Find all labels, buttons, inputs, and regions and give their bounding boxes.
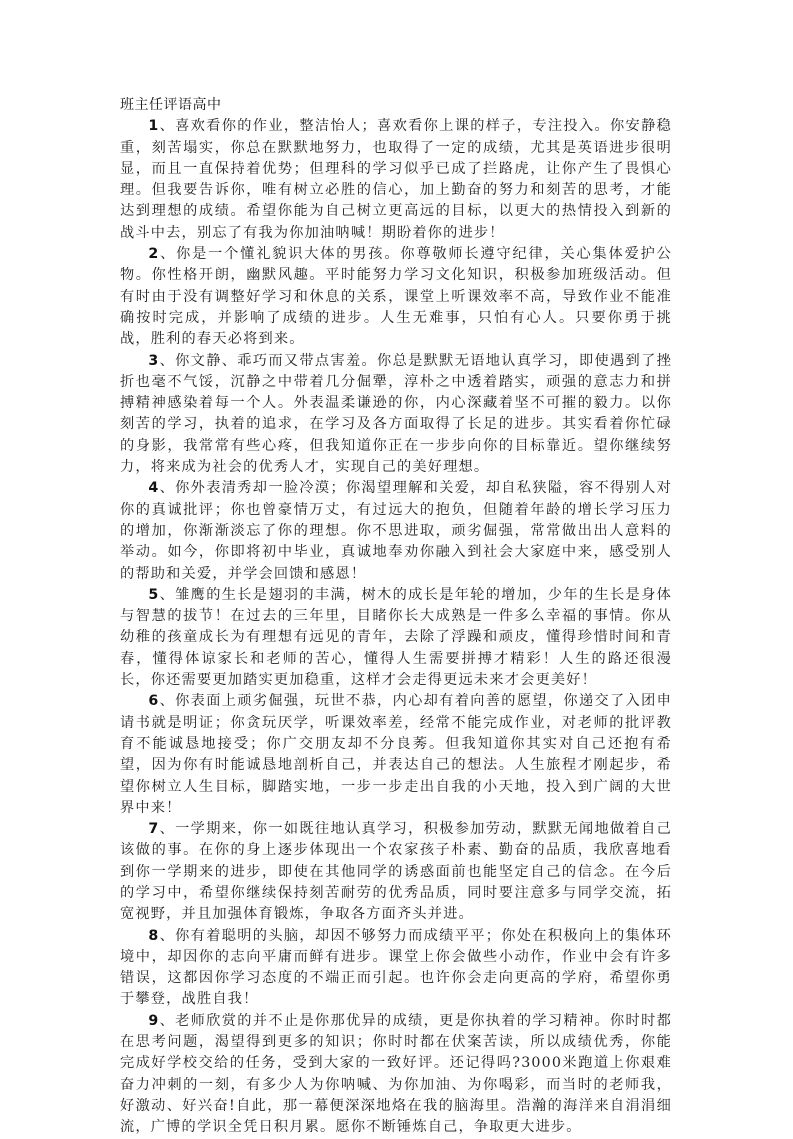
comment-paragraph-9 [120, 1011, 672, 1139]
paragraph-text: 、老师欣赏的并不止是你那优异的成绩，更是你执着的学习精神。你时时都在思考问题，渴望得到更多的知识；你时时都在伏案苦读，所以成绩优秀，你能完成好学校交给的任务，受到大家的一致好评。还记得吗?3000米跑道上你艰难奋力冲刺的一刻，有多少人为你呐喊、为你加油、为你喝彩，而当时的老师我，好激动、好兴奋!自此，那一幕便深深地烙在我的脑海里。浩瀚的海洋来自涓涓细流，广博的学识全凭日积月累。愿你不断锤炼自己，争取更大进步。 [120, 1012, 672, 1136]
paragraph-number: 5 [148, 586, 160, 603]
paragraph-number: 6 [148, 693, 160, 710]
paragraph-text: 、喜欢看你的作业，整洁怡人；喜欢看你上课的样子，专注投入。你安静稳重，刻苦塌实，你总在默默地努力，也取得了一定的成绩，尤其是英语进步很明显，而且一直保持着优势；但理科的学习似乎已成了拦路虎，让你产生了畏惧心理。但我要告诉你，唯有树立必胜的信心，加上勤奋的努力和刻苦的思考，才能达到理想的成绩。希望你能为自己树立更高远的目标，以更大的热情投入到新的战斗中去，别忘了有我为你加油呐喊！期盼着你的进步！ [120, 118, 672, 241]
paragraph-number: 3 [148, 352, 160, 369]
comment-paragraph-5 [120, 585, 672, 691]
paragraph-number: 7 [148, 821, 160, 838]
paragraph-text: 、你文静、乖巧而又带点害羞。你总是默默无语地认真学习，即使遇到了挫折也毫不气馁，沉静之中带着几分倔犟，淳朴之中透着踏实，顽强的意志力和拼搏精神感染着每一个人。外表温柔谦逊的你，内心深藏着坚不可摧的毅力。以你刻苦的学习，执着的追求，在学习及各方面取得了长足的进步。其实看着你忙碌的身影，我常常有些心疼，但我知道你正在一步步向你的目标靠近。望你继续努力，将来成为社会的优秀人才，实现自己的美好理想。 [120, 352, 672, 476]
comment-paragraph-6 [120, 691, 672, 819]
comment-paragraph-7 [120, 819, 672, 925]
paragraph-text: 、你有着聪明的头脑，却因不够努力而成绩平平；你处在积极向上的集体环境中，却因你的志向平庸而鲜有进步。课堂上你会做些小动作，作业中会有许多错误，这都因你学习态度的不端正而引起。也许你会走向更高的学府，希望你勇于攀登，战胜自我！ [120, 927, 672, 1008]
document-page [120, 95, 672, 1139]
comment-paragraph-1 [120, 116, 672, 244]
comment-paragraph-3 [120, 351, 672, 479]
paragraph-number: 9 [148, 1012, 160, 1029]
paragraph-number: 8 [148, 927, 160, 944]
document-title: 班主任评语高中 [120, 97, 222, 113]
paragraph-number: 4 [148, 480, 160, 497]
paragraph-text: 、一学期来，你一如既往地认真学习，积极参加劳动，默默无闻地做着自己该做的事。在你的身上逐步体现出一个农家孩子朴素、勤奋的品质，我欣喜地看到你一学期来的进步，即使在其他同学的诱惑面前也能坚定自己的信念。在今后的学习中，希望你继续保持刻苦耐劳的优秀品质，同时要注意多与同学交流，拓宽视野，并且加强体育锻炼，争取各方面齐头并进。 [120, 821, 672, 923]
paragraph-text: 、你是一个懂礼貌识大体的男孩。你尊敬师长遵守纪律，关心集体爱护公物。你性格开朗，幽默风趣。平时能努力学习文化知识，积极参加班级活动。但有时由于没有调整好学习和休息的关系，课堂上听课效率不高，导致作业不能准确按时完成，并影响了成绩的进步。人生无难事，只怕有心人。只要你勇于挑战，胜利的春天必将到来。 [120, 246, 672, 348]
paragraph-text: 、你表面上顽劣倔强，玩世不恭，内心却有着向善的愿望，你递交了入团申请书就是明证；你贪玩厌学，听课效率差，经常不能完成作业，对老师的批评教育不能诚恳地接受；你广交朋友却不分良莠。但我知道你其实对自己还抱有希望，因为你有时能诚恳地剖析自己，并表达自己的想法。人生旅程才刚起步，希望你树立人生目标，脚踏实地，一步一步走出自我的小天地，投入到广阔的大世界中来！ [120, 693, 672, 816]
paragraph-text: 、你外表清秀却一脸冷漠；你渴望理解和关爱，却自私狭隘，容不得别人对你的真诚批评；你也曾豪情万丈，有过远大的抱负，但随着年龄的增长学习压力的增加，你渐渐淡忘了你的理想。你不思进取，顽劣倔强，常常做出出人意料的举动。如今，你即将初中毕业，真诚地奉劝你融入到社会大家庭中来，感受别人的帮助和关爱，并学会回馈和感恩！ [120, 480, 672, 582]
paragraph-number: 1 [148, 118, 160, 135]
paragraph-text: 、雏鹰的生长是翅羽的丰满，树木的成长是年轮的增加，少年的生长是身体与智慧的拔节！在过去的三年里，目睹你长大成熟是一件多么幸福的事情。你从幼稚的孩童成长为有理想有远见的青年，去除了浮躁和顽皮，懂得珍惜时间和青春，懂得体谅家长和老师的苦心，懂得人生需要拼搏才精彩！人生的路还很漫长，你还需要更加踏实更加稳重，这样才会走得更远未来才会更美好！ [120, 586, 672, 689]
comment-paragraph-4 [120, 478, 672, 584]
comment-paragraph-2 [120, 244, 672, 350]
comment-paragraph-8 [120, 926, 672, 1011]
paragraph-number: 2 [148, 246, 160, 263]
